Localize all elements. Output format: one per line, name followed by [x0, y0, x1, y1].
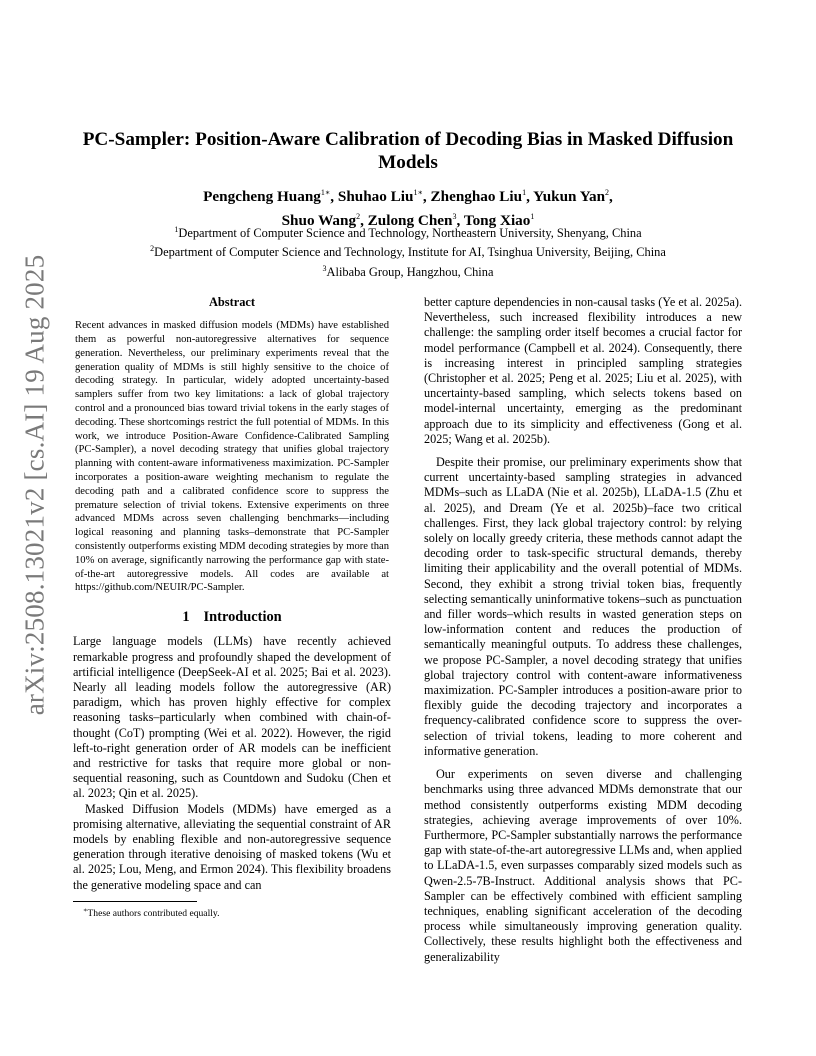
author-affil-mark: 2	[605, 188, 610, 197]
footnote-divider	[73, 901, 197, 902]
abstract-body: Recent advances in masked diffusion models (MDMs) have established them as powerful non-autoregressive alternatives for sequence generation. Nevertheless, our preliminary experiments reveal that the generation quality of MDMs is still highly sensitive to the choice of decoding strategy. In particular, widely adopted uncertainty-based samplers suffer from two key limitations: a lack of global trajectory control and a pronounced bias toward trivial tokens in the early stages of decoding. These shortcomings restrict the full potential of MDMs. In this work, we introduce Position-Aware Confidence-Calibrated Sampling (PC-Sampler), a novel decoding strategy that unifies global trajectory planning with content-aware informativeness maximization. PC-Sampler incorporates a position-aware weighting mechanism to regulate the decoding path and a calibrated confidence score to suppress the premature selection of trivial tokens. Extensive experiments on three advanced MDMs across seven challenging benchmarks—including logical reasoning and planning tasks–demonstrate that PC-Sampler consistently outperforms existing MDM decoding strategies by more than 10% on average, significantly narrowing the performance gap with state-of-the-art autoregressive models. All codes are available at https://github.com/NEUIR/PC-Sampler.	[75, 320, 389, 594]
author-name: Zulong Chen	[367, 212, 453, 230]
author-line-2: Shuo Wang$^2$, Zulong Chen$^3$, Tong Xiao$^1$	[281, 212, 535, 230]
affiliation-text: Alibaba Group, Hangzhou, China	[326, 264, 494, 279]
affiliation-item	[72, 261, 744, 280]
affiliation-text: Department of Computer Science and Technology, Northeastern University, Shenyang, China	[178, 226, 642, 241]
footnote	[73, 905, 391, 920]
author-affil-mark: 3	[452, 212, 457, 222]
section-title: Introduction	[203, 609, 282, 626]
author-name: Shuhao Liu	[337, 188, 414, 206]
right-column	[424, 295, 742, 965]
affiliation-list	[72, 222, 744, 280]
section-heading-introduction	[73, 610, 391, 625]
intro-paragraph-1: Large language models (LLMs) have recently achieved remarkable progress and profoundly shaped the development of artificial intelligence (DeepSeek-AI et al. 2025; Bai et al. 2023). Nearly all leading models follow the autoregressive (AR) paradigm, which has proven highly effective for complex reasoning tasks–particularly when combined with chain-of-thought (CoT) prompting (Wei et al. 2022). However, the rigid left-to-right generation order of AR models can be inefficient and restrictive for tasks that require more global or non-sequential reasoning, such as Countdown and Sudoku (Chen et al. 2023; Qin et al. 2025).	[73, 634, 391, 801]
author-affil-mark: 1	[522, 188, 527, 197]
section-number: 1	[182, 609, 190, 626]
author-name: Tong Xiao	[463, 212, 531, 230]
right-paragraph-3: Our experiments on seven diverse and challenging benchmarks using three advanced MDMs demonstrate that our method consistently outperforms existing MDM decoding strategies, achieving average improvements of over 10%. Furthermore, PC-Sampler substantially narrows the performance gap with state-of-the-art autoregressive LLMs and, when applied to LLaDA-1.5, even surpasses comparably sized models such as Qwen-2.5-7B-Instruct. Additional analysis shows that PC-Sampler can be effectively combined with efficient sampling techniques, enabling significant acceleration of the decoding process while simultaneously improving generation quality. Collectively, these results highlight both the effectiveness and generalizability	[424, 767, 742, 964]
author-affil-mark: 1	[530, 212, 535, 222]
right-paragraph-1: better capture dependencies in non-causal tasks (Ye et al. 2025a). Nevertheless, such increased flexibility introduces a new challenge: the sampling order itself becomes a crucial factor for model performance (Campbell et al. 2024). Consequently, there is increasing interest in principled sampling strategies (Christopher et al. 2025; Peng et al. 2025; Liu et al. 2025), with uncertainty-based sampling, which selects tokens based on model-internal uncertainty, emerging as the predominant approach due to its simplicity and effectiveness (Gong et al. 2025; Wang et al. 2025b).	[424, 295, 742, 446]
affiliation-item	[72, 241, 744, 260]
footnote-mark: ∗	[83, 906, 88, 914]
right-paragraph-2: Despite their promise, our preliminary experiments show that current uncertainty-based sampling strategies in advanced MDMs–such as LLaDA (Nie et al. 2025b), LLaDA-1.5 (Zhu et al. 2025), and Dream (Ye et al. 2025b)–face two critical challenges. First, they lack global trajectory control: by relying solely on locally greedy criteria, these methods cannot adapt the decoding order to task-specific structural demands, thereby limiting their applicability and the overall potential of MDMs. Second, they exhibit a strong trivial token bias, frequently selecting semantically uninformative tokens–such as punctuation and filler words–which results in wasted generation steps on low-information content and reduces the production of semantically meaningful outputs. To address these challenges, we propose PC-Sampler, a novel decoding strategy that unifies global trajectory control with content-aware informativeness maximization. PC-Sampler introduces a position-aware prior to flexibly guide the decoding trajectory and incorporates a frequency-calibrated confidence score to suppress the over-selection of trivial tokens, leading to more coherent and informative generation.	[424, 455, 742, 758]
author-line-1: Pengcheng Huang$^{1∗}$, Shuhao Liu$^{1∗}$, Zhenghao Liu$^1$, Yukun Yan$^2$,	[203, 188, 613, 206]
author-name: Pengcheng Huang	[203, 188, 321, 206]
arxiv-identifier-text: arXiv:2508.13021v2 [cs.AI] 19 Aug 2025	[19, 254, 50, 716]
author-affil-mark: 2	[356, 212, 361, 222]
footnote-text: These authors contributed equally.	[87, 907, 220, 919]
affiliation-mark: 3	[322, 263, 327, 273]
intro-paragraph-2: Masked Diffusion Models (MDMs) have emerged as a promising alternative, alleviating the sequential constraint of AR models by enabling flexible and non-autoregressive sequence generation through iterative denoising of masked tokens (Wu et al. 2025; Lou, Meng, and Ermon 2024). This flexibility broadens the generative modeling space and can	[73, 801, 391, 892]
affiliation-mark: 2	[150, 244, 155, 254]
arxiv-identifier-stamp	[14, 254, 56, 716]
affiliation-text: Department of Computer Science and Technology, Institute for AI, Tsinghua University, Beijing, China	[154, 245, 666, 260]
author-name: Zhenghao Liu	[430, 188, 523, 206]
affiliation-mark: 1	[174, 225, 179, 234]
paper-title: PC-Sampler: Position-Aware Calibration of Decoding Bias in Masked Diffusion Models	[82, 129, 734, 173]
author-name: Yukun Yan	[533, 188, 606, 206]
abstract-heading: Abstract	[208, 295, 256, 309]
author-name: Shuo Wang	[281, 212, 357, 230]
left-column	[73, 295, 391, 920]
author-affil-mark: 1∗	[413, 188, 423, 197]
affiliation-item	[72, 222, 744, 241]
author-affil-mark: 1∗	[320, 188, 331, 197]
